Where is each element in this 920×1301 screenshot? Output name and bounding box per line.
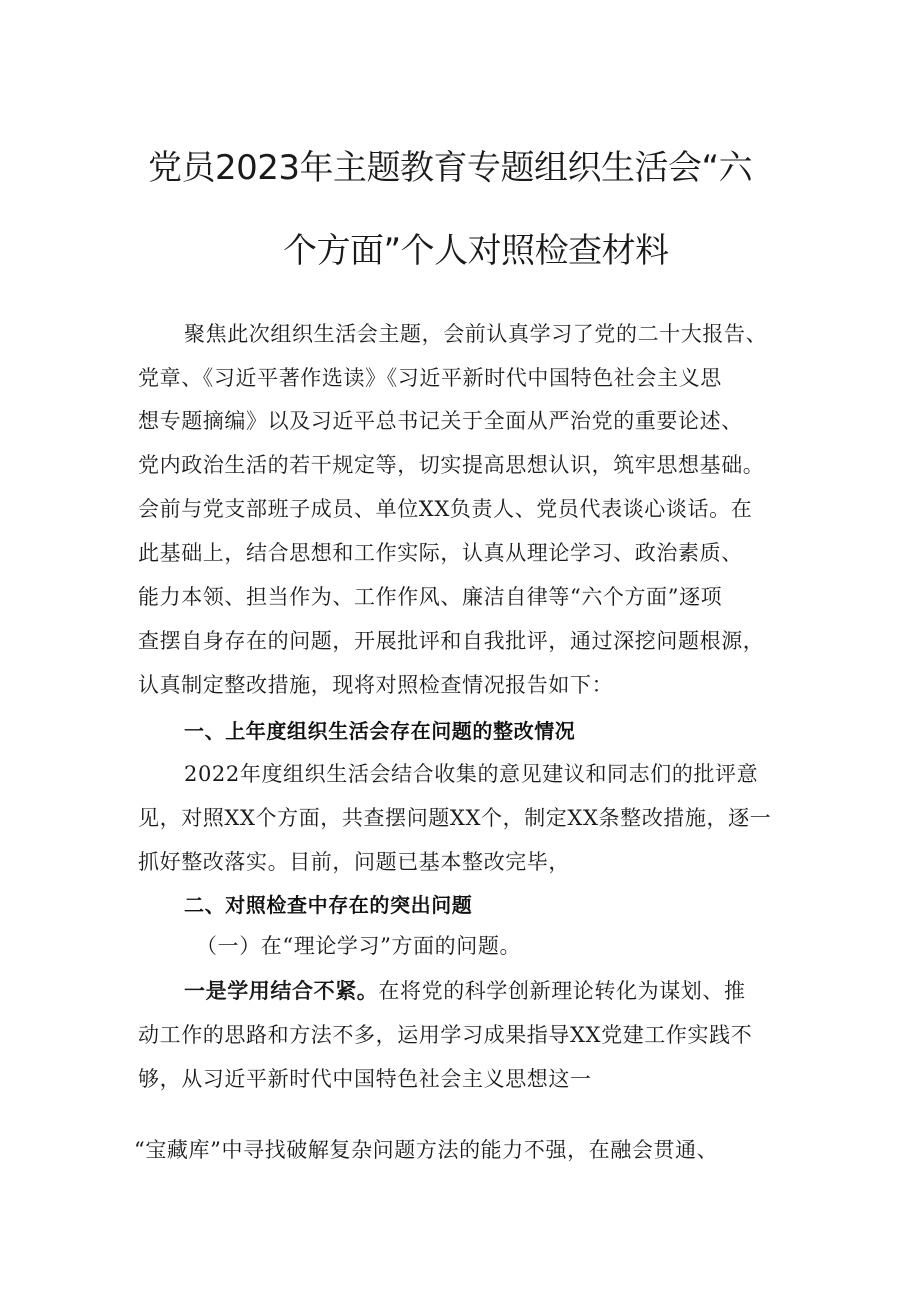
intro-line-8: 查摆自身存在的问题，开展批评和自我批评，通过深挖问题根源， — [138, 629, 765, 653]
intro-line-2: 党章、《习近平著作选读》《习近平新时代中国特色社会主义思 — [138, 366, 722, 390]
trailing-line: “宝藏库”中寻找破解复杂问题方法的能力不强，在融会贯通、 — [134, 1138, 719, 1162]
point-1-line-1-rest: 在将党的科学创新理论转化为谋划、推 — [378, 979, 746, 1003]
section-1-line-2: 见，对照XX个方面，共查摆问题XX个，制定XX条整改措施，逐一 — [138, 806, 772, 830]
intro-line-4: 党内政治生活的若干规定等，切实提高思想认识，筑牢思想基础。 — [138, 453, 765, 477]
point-1-line-3: 够，从习近平新时代中国特色社会主义思想这一 — [138, 1067, 592, 1091]
point-1-lead: 一是学用结合不紧。 — [184, 979, 379, 1003]
intro-line-1: 聚焦此次组织生活会主题，会前认真学习了党的二十大报告、 — [184, 322, 768, 346]
section-1-heading: 一、上年度组织生活会存在问题的整改情况 — [184, 719, 576, 743]
section-1-line-1: 2022年度组织生活会结合收集的意见建议和同志们的批评意 — [184, 762, 759, 786]
section-2-heading: 二、对照检查中存在的突出问题 — [184, 893, 473, 917]
intro-line-7: 能力本领、担当作为、工作作风、廉洁自律等“六个方面”逐项 — [138, 585, 723, 609]
document-title-line-1: 党员2023年主题教育专题组织生活会“六 — [148, 148, 753, 188]
intro-line-5: 会前与党支部班子成员、单位XX负责人、党员代表谈心谈话。在 — [138, 497, 753, 521]
intro-line-3: 想专题摘编》以及习近平总书记关于全面从严治党的重要论述、 — [138, 409, 743, 433]
intro-line-6: 此基础上，结合思想和工作实际，认真从理论学习、政治素质、 — [138, 541, 743, 565]
subsection-1-heading: （一）在“理论学习”方面的问题。 — [196, 934, 522, 958]
point-1-line-1 — [184, 975, 746, 1005]
document-title-line-2: 个方面”个人对照检查材料 — [283, 231, 669, 271]
intro-line-9: 认真制定整改措施，现将对照检查情况报告如下： — [138, 673, 614, 697]
section-1-line-3: 抓好整改落实。目前，问题已基本整改完毕， — [138, 850, 570, 874]
point-1-line-2: 动工作的思路和方法不多，运用学习成果指导XX党建工作实践不 — [138, 1023, 753, 1047]
